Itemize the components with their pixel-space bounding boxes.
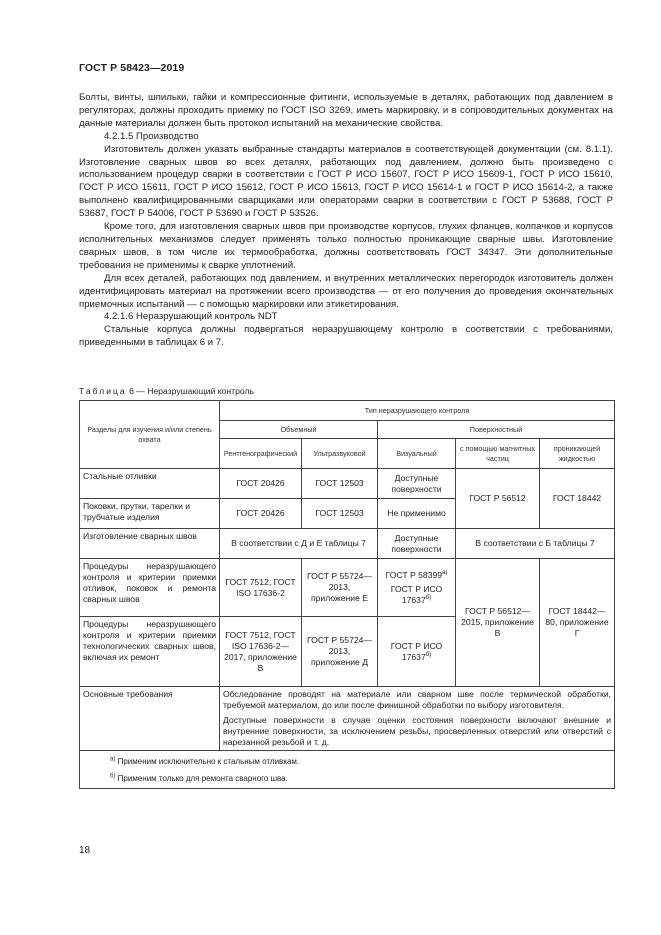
cell: ГОСТ Р 56512 [456,469,540,529]
footnote-mark: а) [110,756,116,763]
cell: ГОСТ Р 56512—2015, приложение В [456,559,540,687]
footnote-text: Применим только для ремонта сварного шва. [117,774,288,783]
row-welds-manufacturing: Изготовление сварных швов [80,529,220,559]
cell: Не применимо [378,499,456,529]
cell: ГОСТ Р 55724—2013, приложение Д [302,617,378,687]
cell: В соответствии с Д и Е таблицы 7 [220,529,378,559]
cell: ГОСТ 7512, ГОСТ ISO 17636-2 [220,559,302,617]
cell: Доступные поверхности [378,529,456,559]
cell: ГОСТ 20426 [220,469,302,499]
cell [378,617,456,687]
cell: ГОСТ 12503 [302,499,378,529]
footnote-ref: б) [425,651,432,658]
footnote-mark: б) [110,773,116,780]
requirements-text [220,687,615,751]
footnote-ref: б) [425,594,432,601]
header-penetrant: проникающей жидкостью [540,439,615,469]
row-ndt-procedures-castings: Процедуры неразрушающего контроля и критерии приемки отливок, поковок и ремонта сварных швов [80,559,220,617]
section-heading: 4.2.1.5 Производство [104,130,199,142]
requirements-paragraph: Обследование проводят на материале или сварном шве после термической обработки, требуемой материалом, до или после финишной обработки по выбору изготовителя. [223,689,612,710]
cell [378,559,456,617]
table-caption-label: Таблица [79,386,127,396]
cell: ГОСТ 18442 [540,469,615,529]
cell: ГОСТ 12503 [302,469,378,499]
header-surface: Поверхностный [378,421,615,439]
paragraph: Изготовитель должен указать выбранные стандарты материалов в соответствующей документации (см. 8.1.1). Изготовление сварных швов во всех деталях, работающих под давлением, должно быть произведено с использованием процедур сварки в соответствии с ГОСТ Р ИСО 15607, ГОСТ Р ИСО 15609-1, ГОСТ Р ИСО 15610, ГОСТ Р ИСО 15611, ГОСТ Р ИСО 15612, ГОСТ Р ИСО 15613, ГОСТ Р ИСО 15614-1 и ГОСТ Р ИСО 15614-2, а также выполнено квалифицированными сварщиками или операторами сварки в соответствии с ГОСТ Р 53688, ГОСТ Р 53687, ГОСТ Р 54006, ГОСТ Р 53690 и ГОСТ Р 53526. [79,143,613,220]
paragraph: Стальные корпуса должны подвергаться неразрушающему контролю в соответствии с требованиями, приведенными в таблицах 6 и 7. [79,324,613,349]
header-ultrasonic: Ультразвуковой [302,439,378,469]
row-steel-castings: Стальные отливки [80,469,220,499]
cell: ГОСТ 18442—80, приложение Г [540,559,615,687]
section-heading: 4.2.1.6 Неразрушающий контроль NDT [104,311,278,323]
cell-text: ГОСТ Р 58399 [385,569,443,580]
cell: В соответствии с Б таблицы 7 [456,529,615,559]
body-text [79,92,613,350]
row-forgings: Поковки, прутки, тарелки и трубчатые изделия [80,499,220,529]
cell: ГОСТ 7512, ГОСТ ISO 17636-2—2017, приложение В [220,617,302,687]
header-magnetic: с помощью магнитных частиц [456,439,540,469]
table-caption-title: 6 — Неразрушающий контроль [129,386,254,396]
table-caption [79,386,254,396]
footnotes [80,751,615,789]
header-ndt-type: Тип неразрушающего контроля [220,401,615,421]
paragraph: Болты, винты, шпильки, гайки и компрессионные фитинги, используемые в деталях, работающих под давлением в регуляторах, должны проходить приемку по ГОСТ ISO 3269, иметь маркировку, и в сопроводительных документах на данные материалы должен быть протокол испытаний на механические свойства. [79,92,613,129]
ndt-table [79,400,615,789]
cell: ГОСТ 20426 [220,499,302,529]
requirements-paragraph: Доступные поверхности в случае оценки состояния поверхности включают внешние и внутренние поверхности, за исключением резьбы, просверленных отверстий или отверстий с нарезанной резьбой и т. д. [223,715,612,747]
cell: Доступные поверхности [378,469,456,499]
footnote-ref: а) [442,569,448,576]
header-visual: Визуальный [378,439,456,469]
cell-text: ГОСТ Р ИСО 17637 [390,583,443,605]
paragraph: Для всех деталей, работающих под давлением, и внутренних металлических перегородок изготовитель должен идентифицировать материал на протяжении всего производства — от его получения до проведения окончательных приемочных испытаний — с помощью маркировки или этикетирования. [79,272,613,310]
cell: ГОСТ Р 55724—2013, приложение Е [302,559,378,617]
row-basic-requirements: Основные требования [80,687,220,751]
cell-text: ГОСТ Р ИСО 17637 [390,640,443,662]
page-number: 18 [79,845,91,856]
header-sections: Разделы для изучения и/или степень охвата [80,401,220,469]
footnote-text: Применим исключительно к стальным отливкам. [117,757,300,766]
row-ndt-procedures-welds: Процедуры неразрушающего контроля и критерии приемки технологических сварных швов, включая их ремонт [80,617,220,687]
header-volume: Объемный [220,421,378,439]
header-radiographic: Рентгенографический [220,439,302,469]
paragraph: Кроме того, для изготовления сварных швов при производстве корпусов, глухих фланцев, колпачков и корпусов исполнительных механизмов следует применять только полностью проникающие сварные швы. Изготовление сварных швов, в том числе их термообработка, должны соответствовать ГОСТ 34347. Эти дополнительные требования не применимы к сварке уплотнений. [79,221,613,271]
standard-header: ГОСТ Р 58423—2019 [79,62,185,74]
